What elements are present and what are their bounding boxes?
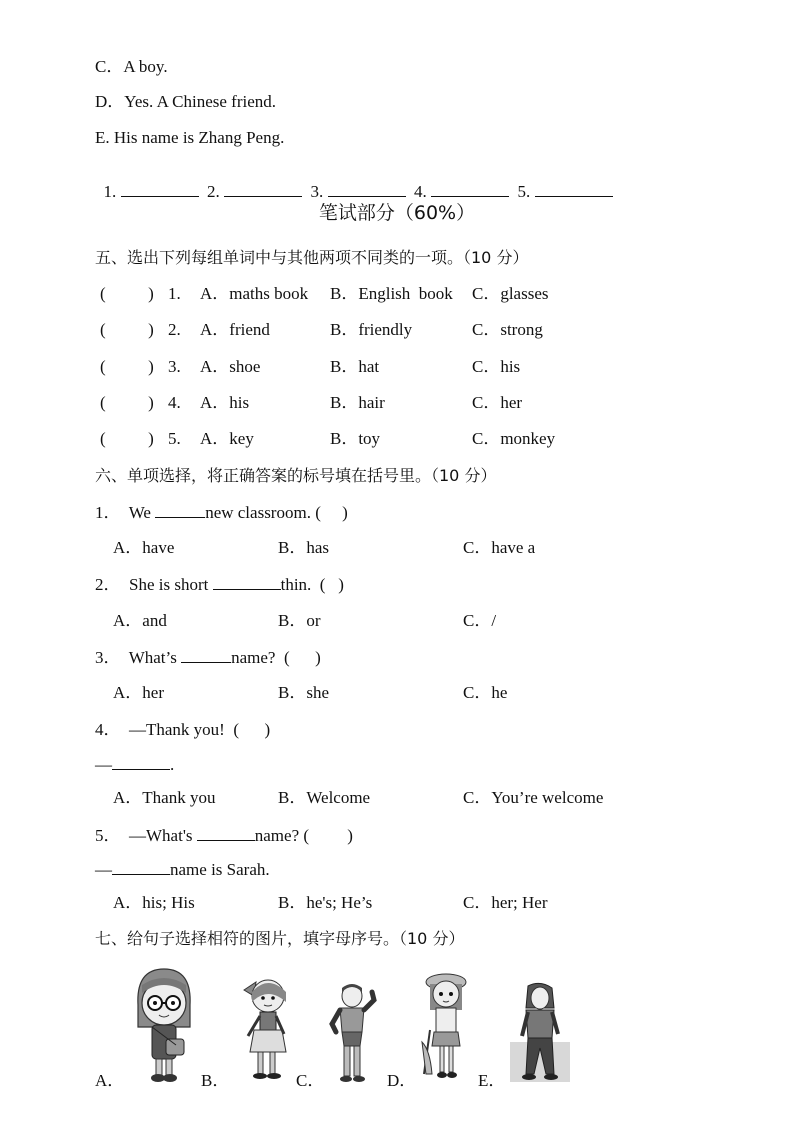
- fill-blank[interactable]: [197, 825, 255, 841]
- choice-b: B．English book: [330, 284, 453, 303]
- section7-heading: 七、给句子选择相符的图片，填字母序号。（10 分）: [95, 929, 465, 948]
- answer-paren[interactable]: ( ): [100, 393, 154, 412]
- question-4-reply: — .: [95, 755, 175, 774]
- picture-label-c: C．: [296, 1071, 325, 1090]
- question-1: [95, 502, 348, 523]
- choice-b: B．he's; He’s: [278, 893, 373, 912]
- long-haired-boy-picture: [510, 982, 570, 1086]
- answer-paren[interactable]: ( ): [100, 357, 154, 376]
- choice-b: B．has: [278, 538, 329, 557]
- choice-a: A．maths book: [200, 284, 309, 303]
- question-5-reply: [95, 859, 270, 880]
- option-c: C．A boy.: [95, 57, 168, 76]
- question-text: name is Sarah.: [170, 860, 270, 879]
- fill-blank[interactable]: [112, 859, 170, 875]
- choice-a: A．her: [113, 683, 164, 702]
- item-number: 4.: [168, 393, 181, 412]
- dash: —: [95, 755, 112, 774]
- answer-blank[interactable]: [328, 181, 406, 197]
- choice-b: B．Welcome: [278, 788, 371, 807]
- choice-c: C．strong: [472, 320, 543, 339]
- answer-paren[interactable]: ( ): [100, 284, 154, 303]
- answer-paren[interactable]: ( ): [100, 320, 154, 339]
- picture-label-a: A．: [95, 1071, 125, 1090]
- girl-with-bow-picture: [234, 972, 294, 1084]
- answer-number: 4.: [414, 182, 427, 201]
- section-title: 笔试部分（60%）: [318, 202, 476, 224]
- section6-heading: 六、单项选择，将正确答案的标号填在括号里。（10 分）: [95, 466, 497, 485]
- answer-number: 5.: [517, 182, 531, 201]
- choice-b: B．friendly: [330, 320, 413, 339]
- answer-number: 2.: [207, 182, 220, 201]
- girl-with-glasses-picture: [130, 965, 198, 1085]
- choice-a: A．shoe: [200, 357, 261, 376]
- strong-boy-picture: [328, 982, 380, 1086]
- choice-a: A．Thank you: [113, 788, 216, 807]
- fill-blank[interactable]: [181, 647, 231, 663]
- question-number: 4．: [95, 720, 121, 739]
- choice-c: C．glasses: [472, 284, 549, 303]
- fill-blank[interactable]: [213, 574, 281, 590]
- choice-a: A．friend: [200, 320, 270, 339]
- choice-c: C．have a: [463, 538, 536, 557]
- choice-c: C．monkey: [472, 429, 556, 448]
- choice-a: A．his: [200, 393, 250, 412]
- choice-a: A．key: [200, 429, 254, 448]
- question-text: —Thank you! ( ): [129, 720, 271, 739]
- choice-b: B．hair: [330, 393, 385, 412]
- answer-number: 3.: [310, 182, 324, 201]
- item-number: 1.: [168, 284, 181, 303]
- question-text: —What's: [129, 826, 193, 845]
- girl-with-hat-picture: [420, 970, 472, 1086]
- picture-label-d: D．: [387, 1071, 417, 1090]
- choice-a: A．and: [113, 611, 167, 630]
- question-number: 1．: [95, 503, 121, 522]
- choice-b: B．or: [278, 611, 321, 630]
- question-text: We: [128, 503, 151, 522]
- choice-c: C．her; Her: [463, 893, 548, 912]
- option-e: E. His name is Zhang Peng.: [95, 128, 285, 147]
- answer-blank[interactable]: [224, 181, 302, 197]
- picture-label-e: E．: [478, 1071, 506, 1090]
- choice-c: C．/: [463, 611, 497, 630]
- dash: —: [95, 860, 112, 879]
- question-5: [95, 825, 353, 846]
- choice-b: B．she: [278, 683, 329, 702]
- question-text: name? ( ): [254, 826, 353, 845]
- picture-label-b: B．: [201, 1071, 230, 1090]
- question-2: [95, 574, 344, 595]
- question-text: new classroom. ( ): [205, 503, 348, 522]
- question-3: [95, 647, 321, 668]
- question-text: name? ( ): [231, 648, 321, 667]
- option-d: D．Yes. A Chinese friend.: [95, 92, 277, 111]
- question-text: She is short: [129, 575, 209, 594]
- choice-c: C．her: [472, 393, 523, 412]
- choice-b: B．toy: [330, 429, 381, 448]
- answer-blank[interactable]: [431, 181, 509, 197]
- item-number: 5.: [168, 429, 181, 448]
- question-4: [95, 720, 270, 740]
- fill-blank[interactable]: [112, 754, 170, 770]
- listening-answer-row: [95, 161, 613, 202]
- choice-c: C．his: [472, 357, 521, 376]
- question-number: 2．: [95, 575, 121, 594]
- choice-a: A．his; His: [113, 893, 195, 912]
- choice-b: B．hat: [330, 357, 380, 376]
- answer-blank[interactable]: [535, 181, 613, 197]
- item-number: 2.: [168, 320, 181, 339]
- choice-a: A．have: [113, 538, 175, 557]
- question-number: 5．: [95, 826, 121, 845]
- question-text: thin. ( ): [280, 575, 344, 594]
- answer-blank[interactable]: [121, 181, 199, 197]
- question-number: 3．: [95, 648, 121, 667]
- choice-c: C．he: [463, 683, 508, 702]
- answer-paren[interactable]: ( ): [100, 429, 154, 448]
- question-text: What’s: [128, 648, 177, 667]
- section5-heading: 五、选出下列每组单词中与其他两项不同类的一项。（10 分）: [95, 248, 529, 267]
- choice-c: C．You’re welcome: [463, 788, 604, 807]
- answer-number: 1.: [103, 182, 117, 201]
- item-number: 3.: [168, 357, 181, 376]
- fill-blank[interactable]: [155, 502, 205, 518]
